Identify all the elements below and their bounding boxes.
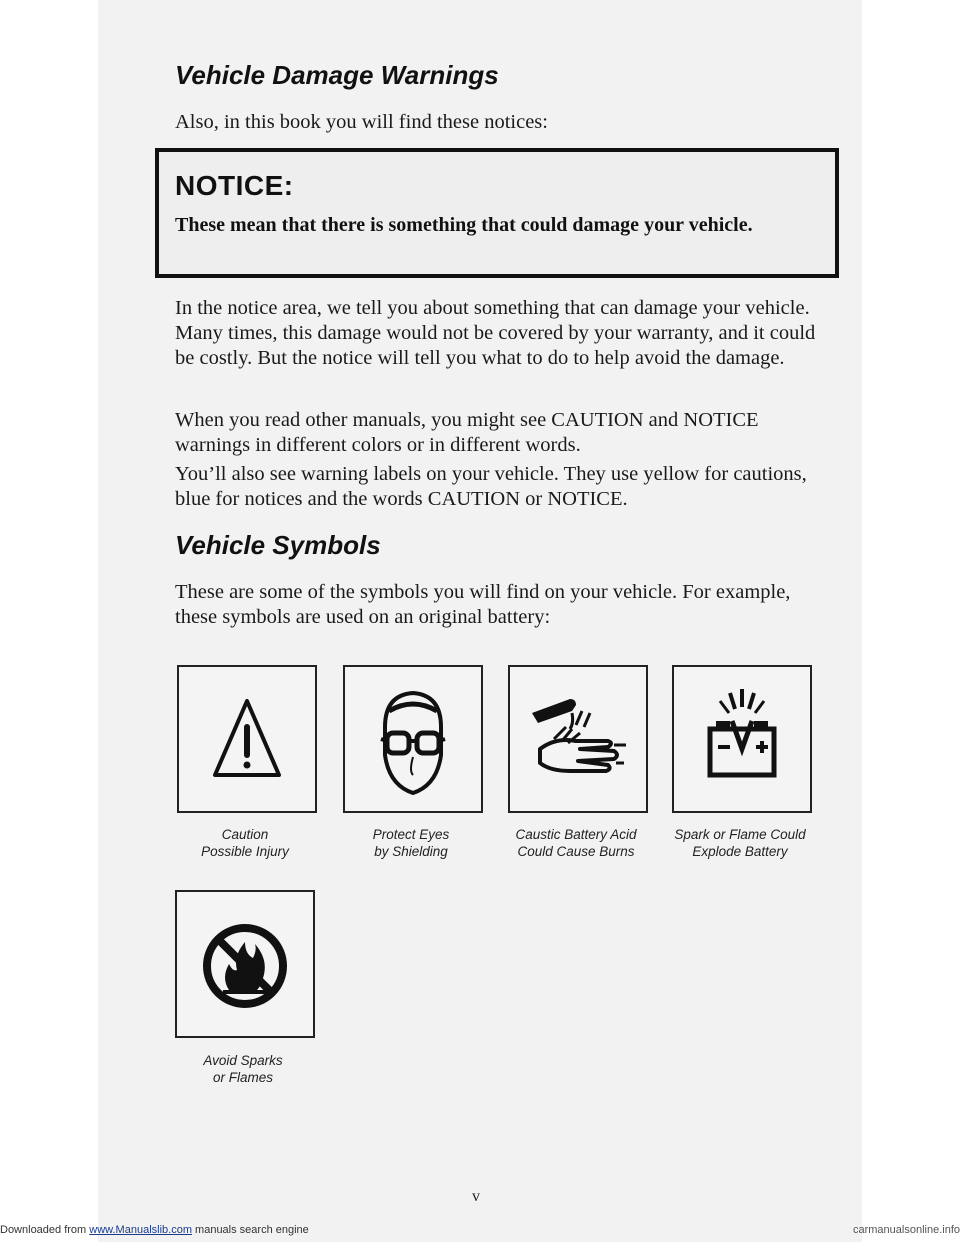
heading-vehicle-symbols: Vehicle Symbols xyxy=(175,530,381,560)
damage-paragraph-3: You’ll also see warning labels on your vehicle. They use yellow for cautions, blue for notices and the words CAUTION or NOTICE. xyxy=(175,463,807,510)
notice-box xyxy=(155,148,839,278)
notice-title: NOTICE: xyxy=(175,170,294,201)
caption-caustic-acid: Caustic Battery Acid Could Cause Burns xyxy=(515,827,637,859)
no-flame-icon xyxy=(177,892,313,1036)
symbol-avoid-sparks xyxy=(175,890,315,1038)
manualslib-link[interactable]: www.Manualslib.com xyxy=(89,1224,192,1236)
notice-text: These mean that there is something that could damage your vehicle. xyxy=(175,214,753,236)
damage-paragraph-1: In the notice area, we tell you about something that can damage your vehicle. Many times, this damage would not be covered by your warranty, and it could be costly. But the notice will tell you what to do to help avoid the damage. xyxy=(175,297,816,369)
caption-avoid-sparks: Avoid Sparks or Flames xyxy=(203,1053,283,1085)
heading-vehicle-damage-warnings: Vehicle Damage Warnings xyxy=(175,60,499,90)
caution-triangle-icon xyxy=(179,667,315,811)
symbols-intro: These are some of the symbols you will find on your vehicle. For example, these symbols are used on an original battery: xyxy=(175,581,791,628)
caption-caution: Caution Possible Injury xyxy=(201,827,289,859)
damage-intro: Also, in this book you will find these notices: xyxy=(175,111,548,133)
symbol-protect-eyes xyxy=(343,665,483,813)
acid-burn-hand-icon xyxy=(510,667,646,811)
exploding-battery-icon xyxy=(674,667,810,811)
caption-protect-eyes: Protect Eyes by Shielding xyxy=(372,827,450,859)
symbol-caustic-acid xyxy=(508,665,648,813)
symbol-explode-battery xyxy=(672,665,812,813)
caption-explode-battery: Spark or Flame Could Explode Battery xyxy=(674,827,806,859)
page-number: v xyxy=(472,1188,480,1205)
download-footer: Downloaded from www.Manualslib.com manuals search engine xyxy=(0,1224,309,1236)
damage-paragraph-2: When you read other manuals, you might see CAUTION and NOTICE warnings in different colors or in different words. xyxy=(175,409,759,456)
watermark: carmanualsonline.info xyxy=(852,1224,960,1236)
protective-goggles-icon xyxy=(345,667,481,811)
symbol-caution xyxy=(177,665,317,813)
